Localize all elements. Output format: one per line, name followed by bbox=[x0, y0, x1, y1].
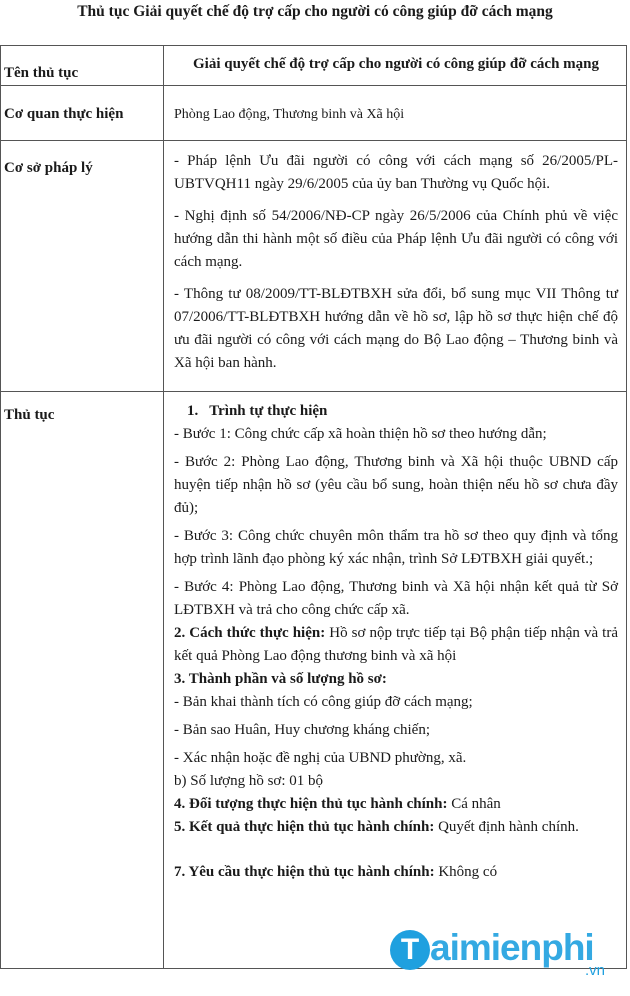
section-4-text: Cá nhân bbox=[447, 796, 501, 812]
value-co-quan: Phòng Lao động, Thương binh và Xã hội bbox=[164, 86, 627, 141]
section-4 bbox=[174, 793, 618, 816]
watermark-text: aimienphi bbox=[430, 927, 594, 968]
legal-basis-item: - Nghị định số 54/2006/NĐ-CP ngày 26/5/2006 của Chính phủ về việc hướng dẫn thi hành một số điều của Pháp lệnh Ưu đãi người có công với cách mạng. bbox=[174, 208, 618, 270]
section-7-text: Không có bbox=[434, 864, 498, 880]
row-co-so-phap-ly bbox=[1, 141, 627, 392]
value-thu-tuc bbox=[164, 392, 627, 969]
document-item: - Bản sao Huân, Huy chương kháng chiến; bbox=[174, 722, 431, 738]
section-2-label: 2. Cách thức thực hiện: bbox=[174, 625, 326, 641]
section-2 bbox=[174, 622, 618, 668]
step-item: - Bước 2: Phòng Lao động, Thương binh và Xã hội thuộc UBND cấp huyện tiếp nhận hồ sơ (yêu cầu bổ sung, hoàn thiện nếu hồ sơ chưa đầy đủ); bbox=[174, 454, 618, 516]
section-5 bbox=[174, 816, 618, 839]
legal-basis-item: - Thông tư 08/2009/TT-BLĐTBXH sửa đổi, bổ sung mục VII Thông tư 07/2006/TT-BLĐTBXH hướng dẫn về hồ sơ, lập hồ sơ thực hiện chế độ ưu đãi người có công với cách mạng do Bộ Lao động – Thương binh và Xã hội ban hành. bbox=[174, 286, 618, 371]
label-thu-tuc: Thủ tục bbox=[1, 392, 164, 969]
row-ten-thu-tuc bbox=[1, 46, 627, 86]
watermark-suffix: .vn bbox=[585, 962, 606, 979]
section-7 bbox=[174, 861, 618, 884]
step-item: - Bước 3: Công chức chuyên môn thẩm tra hồ sơ theo quy định và tổng hợp trình lãnh đạo phòng ký xác nhận, trình Sở LĐTBXH giải quyết.; bbox=[174, 528, 618, 567]
watermark-logo bbox=[390, 924, 626, 984]
section-4-label: 4. Đối tượng thực hiện thủ tục hành chính: bbox=[174, 796, 448, 812]
section-7-label: 7. Yêu cầu thực hiện thủ tục hành chính: bbox=[174, 864, 435, 880]
document-item: - Bản khai thành tích có công giúp đỡ cách mạng; bbox=[174, 694, 473, 710]
page-title: Thủ tục Giải quyết chế độ trợ cấp cho người có công giúp đỡ cách mạng bbox=[77, 3, 553, 20]
document-count: b) Số lượng hồ sơ: 01 bộ bbox=[174, 773, 324, 789]
value-co-so-phap-ly bbox=[164, 141, 627, 392]
row-thu-tuc bbox=[1, 392, 627, 969]
procedure-table bbox=[0, 45, 627, 969]
watermark-logo-icon: T bbox=[390, 930, 430, 970]
spacer bbox=[174, 839, 618, 861]
label-co-so-phap-ly: Cơ sở pháp lý bbox=[1, 141, 164, 392]
section-5-label: 5. Kết quả thực hiện thủ tục hành chính: bbox=[174, 819, 435, 835]
step-item: - Bước 1: Công chức cấp xã hoàn thiện hồ sơ theo hướng dẫn; bbox=[174, 426, 547, 442]
section-1-heading: 1. Trình tự thực hiện bbox=[187, 403, 328, 419]
value-ten-thu-tuc: Giải quyết chế độ trợ cấp cho người có công giúp đỡ cách mạng bbox=[164, 46, 627, 86]
section-2-text: Hồ sơ nộp trực tiếp tại Bộ phận tiếp nhận và trả kết quả Phòng Lao động thương binh và xã hội bbox=[174, 625, 618, 664]
label-co-quan: Cơ quan thực hiện bbox=[1, 86, 164, 141]
section-3-heading: 3. Thành phần và số lượng hồ sơ: bbox=[174, 671, 387, 687]
step-item: - Bước 4: Phòng Lao động, Thương binh và Xã hội nhận kết quả từ Sở LĐTBXH và trả cho công chức cấp xã. bbox=[174, 579, 618, 618]
document-item: - Xác nhận hoặc đề nghị của UBND phường, xã. bbox=[174, 750, 467, 766]
label-ten-thu-tuc: Tên thủ tục bbox=[1, 46, 164, 86]
section-5-text: Quyết định hành chính. bbox=[434, 819, 579, 835]
row-co-quan bbox=[1, 86, 627, 141]
legal-basis-item: - Pháp lệnh Ưu đãi người có công với cách mạng số 26/2005/PL-UBTVQH11 ngày 29/6/2005 của ủy ban Thường vụ Quốc hội. bbox=[174, 153, 618, 192]
